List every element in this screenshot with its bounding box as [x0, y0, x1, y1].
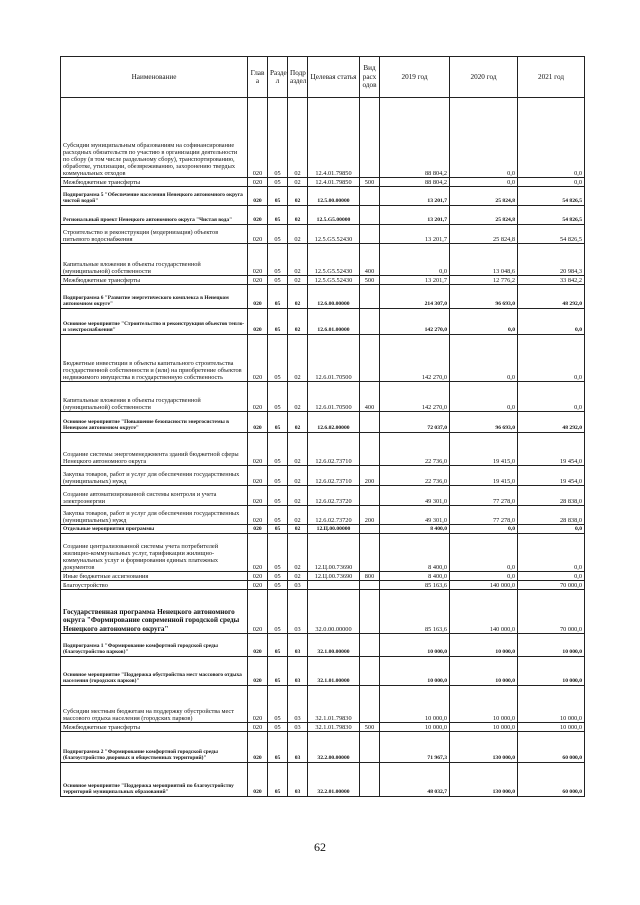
- row-name: Основное мероприятие "Повышение безопасности энергосистемы в Ненецком автономном округе": [61, 412, 248, 433]
- row-subsection: 02: [288, 187, 308, 206]
- row-value-2019: 22 736,0: [380, 466, 450, 486]
- row-target-article: 12.5.G5.52430: [308, 276, 360, 285]
- row-value-2020: 0,0: [450, 309, 518, 335]
- row-value-2020: 0,0: [450, 335, 518, 382]
- table-body: [61, 98, 585, 797]
- row-target-article: 12.4.01.79850: [308, 178, 360, 187]
- row-subsection: 02: [288, 506, 308, 525]
- row-target-article: 32.1.01.00000: [308, 657, 360, 686]
- table-row: [61, 433, 585, 466]
- row-subsection: 02: [288, 285, 308, 309]
- row-subsection: 02: [288, 309, 308, 335]
- row-expense-type: [360, 285, 380, 309]
- row-subsection: 02: [288, 572, 308, 581]
- row-section: 05: [268, 382, 288, 412]
- table-row: [61, 285, 585, 309]
- header-subsection: Подр аздел: [288, 57, 308, 98]
- table-row: [61, 572, 585, 581]
- row-expense-type: [360, 225, 380, 244]
- row-chapter: 020: [248, 225, 268, 244]
- row-expense-type: [360, 686, 380, 723]
- row-name: Закупка товаров, работ и услуг для обеспечения государственных (муниципальных) нужд: [61, 466, 248, 486]
- row-chapter: 020: [248, 276, 268, 285]
- table-row: [61, 225, 585, 244]
- row-name: Межбюджетные трансферты: [61, 723, 248, 732]
- row-expense-type: [360, 98, 380, 178]
- row-subsection: 03: [288, 590, 308, 634]
- row-value-2021: 0,0: [518, 534, 585, 572]
- row-value-2019: 72 037,0: [380, 412, 450, 433]
- row-value-2020: 10 000,0: [450, 723, 518, 732]
- row-chapter: 020: [248, 382, 268, 412]
- row-chapter: 020: [248, 244, 268, 276]
- row-expense-type: [360, 433, 380, 466]
- row-value-2020: 0,0: [450, 525, 518, 534]
- row-target-article: 12.6.01.00000: [308, 309, 360, 335]
- row-target-article: 12.6.01.70500: [308, 335, 360, 382]
- header-year-2019: 2019 год: [380, 57, 450, 98]
- table-row: [61, 634, 585, 657]
- row-value-2021: 48 292,0: [518, 412, 585, 433]
- row-value-2021: 0,0: [518, 309, 585, 335]
- table-row: [61, 276, 585, 285]
- row-expense-type: [360, 525, 380, 534]
- row-name: Капитальные вложения в объекты государственной (муниципальной) собственности: [61, 244, 248, 276]
- row-name: Межбюджетные трансферты: [61, 276, 248, 285]
- row-subsection: 02: [288, 525, 308, 534]
- row-chapter: 020: [248, 572, 268, 581]
- row-target-article: 12.4.01.79850: [308, 98, 360, 178]
- header-expense-type: Вид расх одов: [360, 57, 380, 98]
- row-expense-type: [360, 732, 380, 763]
- row-value-2020: 96 693,0: [450, 412, 518, 433]
- header-section: Разде л: [268, 57, 288, 98]
- row-value-2020: 10 000,0: [450, 657, 518, 686]
- row-chapter: 020: [248, 433, 268, 466]
- row-value-2019: 10 000,0: [380, 634, 450, 657]
- table-row: [61, 98, 585, 178]
- row-chapter: 020: [248, 686, 268, 723]
- row-value-2021: 70 000,0: [518, 581, 585, 590]
- row-value-2019: 8 400,0: [380, 572, 450, 581]
- row-name: Региональный проект Ненецкого автономного округа "Чистая вода": [61, 206, 248, 225]
- row-value-2020: 77 278,0: [450, 506, 518, 525]
- row-name: Государственная программа Ненецкого автономного округа "Формирование современной городской среды Ненецкого автономного округа": [61, 590, 248, 634]
- row-value-2020: 10 000,0: [450, 686, 518, 723]
- row-target-article: 32.1.01.79830: [308, 723, 360, 732]
- row-target-article: 12.Ц.00.73690: [308, 572, 360, 581]
- row-target-article: 12.6.02.00000: [308, 412, 360, 433]
- row-chapter: 020: [248, 486, 268, 506]
- row-subsection: 03: [288, 581, 308, 590]
- row-chapter: 020: [248, 763, 268, 797]
- page-number: 62: [314, 840, 326, 854]
- row-value-2021: 0,0: [518, 525, 585, 534]
- row-subsection: 02: [288, 276, 308, 285]
- row-value-2019: 48 032,7: [380, 763, 450, 797]
- row-name: Субсидии местным бюджетам на поддержку обустройства мест массового отдыха населения (городских парков): [61, 686, 248, 723]
- row-value-2019: 85 163,6: [380, 590, 450, 634]
- row-value-2019: 142 270,0: [380, 309, 450, 335]
- row-section: 05: [268, 763, 288, 797]
- row-section: 05: [268, 466, 288, 486]
- row-expense-type: [360, 534, 380, 572]
- row-value-2020: 19 415,0: [450, 433, 518, 466]
- row-expense-type: 400: [360, 382, 380, 412]
- row-value-2021: 0,0: [518, 98, 585, 178]
- row-value-2020: 0,0: [450, 534, 518, 572]
- row-section: 05: [268, 412, 288, 433]
- row-value-2021: 60 000,0: [518, 732, 585, 763]
- table-row: [61, 206, 585, 225]
- row-subsection: 02: [288, 382, 308, 412]
- row-value-2019: 10 000,0: [380, 686, 450, 723]
- row-chapter: 020: [248, 634, 268, 657]
- table-row: [61, 534, 585, 572]
- row-value-2019: 49 301,0: [380, 506, 450, 525]
- row-target-article: 32.1.00.00000: [308, 634, 360, 657]
- row-value-2020: 25 824,8: [450, 225, 518, 244]
- row-section: 05: [268, 178, 288, 187]
- table-row: [61, 657, 585, 686]
- row-chapter: 020: [248, 723, 268, 732]
- row-chapter: 020: [248, 285, 268, 309]
- row-chapter: 020: [248, 309, 268, 335]
- row-section: 05: [268, 335, 288, 382]
- row-chapter: 020: [248, 187, 268, 206]
- row-target-article: 12.6.01.70500: [308, 382, 360, 412]
- row-target-article: 12.5.G5.52430: [308, 225, 360, 244]
- row-value-2019: 13 201,7: [380, 206, 450, 225]
- row-target-article: 12.6.02.73720: [308, 486, 360, 506]
- row-section: 05: [268, 534, 288, 572]
- table-row: [61, 382, 585, 412]
- row-name: Капитальные вложения в объекты государственной (муниципальной) собственности: [61, 382, 248, 412]
- row-section: 05: [268, 657, 288, 686]
- row-value-2021: 10 000,0: [518, 657, 585, 686]
- row-value-2020: 130 000,0: [450, 732, 518, 763]
- row-name: Подпрограмма 2 "Формирование комфортной городской среды (благоустройство дворовых и общественных территорий)": [61, 732, 248, 763]
- row-subsection: 02: [288, 98, 308, 178]
- row-expense-type: [360, 763, 380, 797]
- row-expense-type: [360, 206, 380, 225]
- row-target-article: [308, 581, 360, 590]
- row-value-2020: 130 000,0: [450, 763, 518, 797]
- row-name: Основное мероприятие "Поддержка мероприятий по благоустройству территорий муниципальных образований": [61, 763, 248, 797]
- row-chapter: 020: [248, 466, 268, 486]
- row-subsection: 02: [288, 206, 308, 225]
- row-chapter: 020: [248, 657, 268, 686]
- row-chapter: 020: [248, 206, 268, 225]
- table-row: [61, 244, 585, 276]
- row-subsection: 02: [288, 335, 308, 382]
- row-value-2019: 0,0: [380, 244, 450, 276]
- row-chapter: 020: [248, 525, 268, 534]
- row-chapter: 020: [248, 412, 268, 433]
- row-target-article: 12.5.G5.00000: [308, 206, 360, 225]
- row-subsection: 02: [288, 244, 308, 276]
- row-section: 05: [268, 506, 288, 525]
- row-subsection: 03: [288, 657, 308, 686]
- row-value-2021: 70 000,0: [518, 590, 585, 634]
- row-chapter: 020: [248, 506, 268, 525]
- row-name: Межбюджетные трансферты: [61, 178, 248, 187]
- row-name: Создание автоматизированной системы контроля и учета электроэнергии: [61, 486, 248, 506]
- header-target-article: Целевая статья: [308, 57, 360, 98]
- header-name: Наименование: [61, 57, 248, 98]
- row-target-article: 32.1.01.79830: [308, 686, 360, 723]
- row-name: Благоустройство: [61, 581, 248, 590]
- table-row: [61, 763, 585, 797]
- row-section: 05: [268, 225, 288, 244]
- row-section: 05: [268, 433, 288, 466]
- row-value-2019: 88 804,2: [380, 178, 450, 187]
- row-target-article: 32.2.00.00000: [308, 732, 360, 763]
- row-value-2019: 10 000,0: [380, 723, 450, 732]
- row-subsection: 03: [288, 723, 308, 732]
- row-expense-type: [360, 634, 380, 657]
- row-name: Субсидии муниципальным образованиям на софинансирование расходных обязательств по участию в организации деятельности по сбору (в том числе раздельному сбору), транспортированию, обработке, утилизации, обезвреживанию, захоронению твердых коммунальных отходов: [61, 98, 248, 178]
- row-section: 05: [268, 525, 288, 534]
- row-value-2021: 0,0: [518, 178, 585, 187]
- row-value-2021: 10 000,0: [518, 634, 585, 657]
- row-expense-type: [360, 335, 380, 382]
- row-section: 05: [268, 187, 288, 206]
- row-value-2019: 13 201,7: [380, 187, 450, 206]
- row-name: Создание системы энергоменеджмента зданий бюджетной сферы Ненецкого автономного округа: [61, 433, 248, 466]
- table-row: [61, 732, 585, 763]
- row-value-2019: 214 307,0: [380, 285, 450, 309]
- row-target-article: 12.6.02.73710: [308, 433, 360, 466]
- row-value-2021: 19 454,0: [518, 433, 585, 466]
- row-subsection: 03: [288, 732, 308, 763]
- row-expense-type: 500: [360, 178, 380, 187]
- table-row: [61, 581, 585, 590]
- row-value-2021: 33 842,2: [518, 276, 585, 285]
- header-chapter: Глав а: [248, 57, 268, 98]
- row-name: Закупка товаров, работ и услуг для обеспечения государственных (муниципальных) нужд: [61, 506, 248, 525]
- row-target-article: 32.2.01.00000: [308, 763, 360, 797]
- row-section: 05: [268, 206, 288, 225]
- row-value-2020: 13 048,6: [450, 244, 518, 276]
- row-expense-type: 500: [360, 276, 380, 285]
- row-target-article: 12.5.G5.52430: [308, 244, 360, 276]
- table-row: [61, 187, 585, 206]
- row-value-2020: 140 000,0: [450, 581, 518, 590]
- row-value-2021: 54 826,5: [518, 206, 585, 225]
- row-expense-type: [360, 581, 380, 590]
- row-section: 05: [268, 309, 288, 335]
- row-section: 05: [268, 244, 288, 276]
- row-value-2021: 10 000,0: [518, 723, 585, 732]
- row-expense-type: 200: [360, 466, 380, 486]
- row-value-2020: 25 824,8: [450, 206, 518, 225]
- table-row: [61, 309, 585, 335]
- row-value-2020: 96 693,0: [450, 285, 518, 309]
- row-section: 05: [268, 590, 288, 634]
- row-target-article: 32.0.00.00000: [308, 590, 360, 634]
- row-value-2019: 8 400,0: [380, 525, 450, 534]
- row-section: 05: [268, 581, 288, 590]
- row-name: Подпрограмма 1 "Формирование комфортной городской среды (благоустройство парков)": [61, 634, 248, 657]
- row-section: 05: [268, 285, 288, 309]
- row-name: Подпрограмма 5 "Обеспечение населения Ненецкого автономного округа чистой водой": [61, 187, 248, 206]
- row-subsection: 02: [288, 433, 308, 466]
- row-value-2020: 10 000,0: [450, 634, 518, 657]
- row-value-2020: 77 278,0: [450, 486, 518, 506]
- table-row: [61, 506, 585, 525]
- row-subsection: 02: [288, 534, 308, 572]
- table-row: [61, 335, 585, 382]
- row-value-2020: 0,0: [450, 572, 518, 581]
- row-value-2019: 22 736,0: [380, 433, 450, 466]
- row-value-2019: 49 301,0: [380, 486, 450, 506]
- table-row: [61, 590, 585, 634]
- row-name: Основное мероприятие "Строительство и реконструкция объектов тепло- и электроснабжения": [61, 309, 248, 335]
- row-chapter: 020: [248, 581, 268, 590]
- table-row: [61, 686, 585, 723]
- row-value-2021: 54 826,5: [518, 225, 585, 244]
- row-section: 05: [268, 98, 288, 178]
- budget-table: [60, 56, 585, 797]
- row-chapter: 020: [248, 590, 268, 634]
- budget-table-sheet: [60, 56, 584, 797]
- row-section: 05: [268, 634, 288, 657]
- row-expense-type: 800: [360, 572, 380, 581]
- row-value-2020: 0,0: [450, 382, 518, 412]
- row-target-article: 12.6.02.73710: [308, 466, 360, 486]
- row-value-2019: 13 201,7: [380, 276, 450, 285]
- row-target-article: 12.Ц.00.00000: [308, 525, 360, 534]
- row-value-2019: 88 804,2: [380, 98, 450, 178]
- row-name: Подпрограмма 6 "Развитие энергетического комплекса в Ненецком автономном округе": [61, 285, 248, 309]
- row-target-article: 12.5.00.00000: [308, 187, 360, 206]
- row-value-2021: 54 826,5: [518, 187, 585, 206]
- row-section: 05: [268, 276, 288, 285]
- row-subsection: 02: [288, 225, 308, 244]
- row-subsection: 03: [288, 634, 308, 657]
- header-year-2020: 2020 год: [450, 57, 518, 98]
- row-value-2021: 28 838,0: [518, 486, 585, 506]
- row-value-2019: 10 000,0: [380, 657, 450, 686]
- table-row: [61, 723, 585, 732]
- row-name: Создание централизованной системы учета потребителей жилищно-коммунальных услуг, тарификации жилищно-коммунальных услуг и формирования единых платежных документов: [61, 534, 248, 572]
- row-expense-type: [360, 486, 380, 506]
- row-section: 05: [268, 686, 288, 723]
- row-expense-type: [360, 187, 380, 206]
- table-row: [61, 412, 585, 433]
- row-section: 05: [268, 732, 288, 763]
- row-subsection: 03: [288, 686, 308, 723]
- row-value-2020: 25 824,8: [450, 187, 518, 206]
- row-name: Отдельные мероприятия программы: [61, 525, 248, 534]
- table-row: [61, 178, 585, 187]
- row-expense-type: [360, 309, 380, 335]
- row-value-2020: 19 415,0: [450, 466, 518, 486]
- row-value-2021: 28 838,0: [518, 506, 585, 525]
- row-target-article: 12.6.02.73720: [308, 506, 360, 525]
- row-value-2021: 0,0: [518, 335, 585, 382]
- row-section: 05: [268, 486, 288, 506]
- row-subsection: 02: [288, 412, 308, 433]
- row-section: 05: [268, 572, 288, 581]
- row-value-2019: 13 201,7: [380, 225, 450, 244]
- row-value-2021: 10 000,0: [518, 686, 585, 723]
- row-name: Строительство и реконструкция (модернизация) объектов питьевого водоснабжения: [61, 225, 248, 244]
- row-name: Основное мероприятие "Поддержка обустройства мест массового отдыха населения (городских парков)": [61, 657, 248, 686]
- row-value-2019: 85 163,6: [380, 581, 450, 590]
- row-section: 05: [268, 723, 288, 732]
- row-value-2021: 60 000,0: [518, 763, 585, 797]
- row-value-2021: 19 454,0: [518, 466, 585, 486]
- row-chapter: 020: [248, 98, 268, 178]
- row-chapter: 020: [248, 178, 268, 187]
- row-name: Иные бюджетные ассигнования: [61, 572, 248, 581]
- row-value-2019: 71 967,3: [380, 732, 450, 763]
- row-value-2021: 0,0: [518, 572, 585, 581]
- row-subsection: 02: [288, 178, 308, 187]
- row-chapter: 020: [248, 732, 268, 763]
- row-value-2020: 0,0: [450, 98, 518, 178]
- row-name: Бюджетные инвестиции в объекты капитального строительства государственной собственности и (или) на приобретение объектов недвижимого имущества в государственную собственность: [61, 335, 248, 382]
- table-row: [61, 525, 585, 534]
- row-target-article: 12.6.00.00000: [308, 285, 360, 309]
- row-value-2019: 8 400,0: [380, 534, 450, 572]
- row-expense-type: 500: [360, 723, 380, 732]
- header-year-2021: 2021 год: [518, 57, 585, 98]
- row-subsection: 02: [288, 466, 308, 486]
- row-subsection: 03: [288, 763, 308, 797]
- row-value-2021: 0,0: [518, 382, 585, 412]
- table-header-row: [61, 57, 585, 98]
- table-row: [61, 486, 585, 506]
- row-value-2021: 48 292,0: [518, 285, 585, 309]
- row-expense-type: [360, 657, 380, 686]
- row-expense-type: 200: [360, 506, 380, 525]
- row-value-2019: 142 270,0: [380, 335, 450, 382]
- row-subsection: 02: [288, 486, 308, 506]
- row-expense-type: [360, 412, 380, 433]
- row-expense-type: 400: [360, 244, 380, 276]
- row-value-2020: 0,0: [450, 178, 518, 187]
- row-chapter: 020: [248, 534, 268, 572]
- row-chapter: 020: [248, 335, 268, 382]
- row-value-2020: 140 000,0: [450, 590, 518, 634]
- row-target-article: 12.Ц.00.73690: [308, 534, 360, 572]
- row-expense-type: [360, 590, 380, 634]
- row-value-2021: 20 984,3: [518, 244, 585, 276]
- table-row: [61, 466, 585, 486]
- row-value-2020: 12 776,2: [450, 276, 518, 285]
- row-value-2019: 142 270,0: [380, 382, 450, 412]
